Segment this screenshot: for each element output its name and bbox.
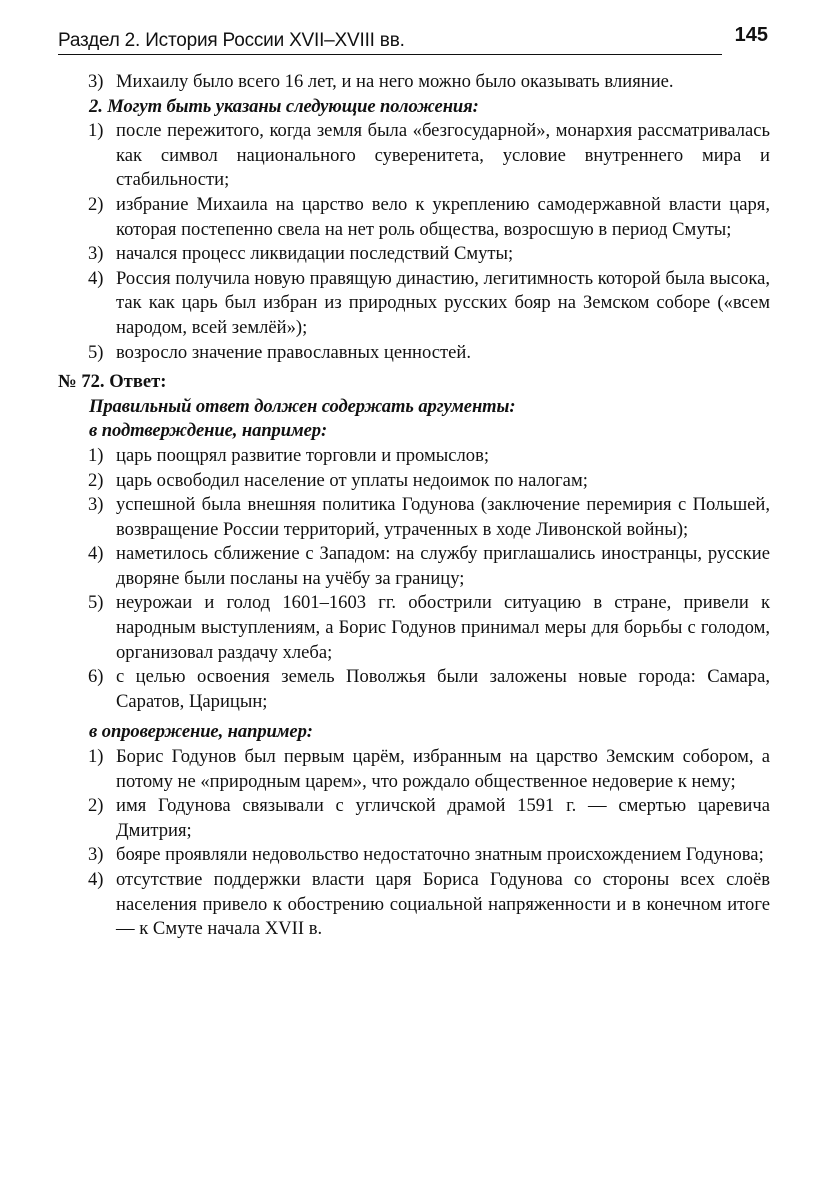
list-item: [58, 341, 770, 366]
item-number: 4): [88, 543, 104, 565]
page-number: 145: [734, 24, 768, 46]
list-item: [58, 70, 770, 95]
answer-title: № 72. Ответ:: [58, 371, 167, 393]
list-item: [58, 868, 770, 942]
header-rule: [58, 54, 722, 55]
item-text: имя Годунова связывали с угличской драмой 1591 г. — смертью царевича Дмитрия;: [116, 795, 770, 841]
list-item: [58, 665, 770, 714]
item-text: отсутствие поддержки власти царя Бориса Годунова со стороны всех слоёв населения привело к обострению социальной напряженности и в конечном итоге — к Смуте начала XVII в.: [116, 869, 770, 940]
item-text: с целью освоения земель Поволжья были заложены новые города: Самара, Саратов, Царицын;: [116, 666, 770, 712]
refute-heading: в опровержение, например:: [89, 721, 313, 743]
list-item: [58, 242, 770, 267]
item-text: царь освободил население от уплаты недоимок по налогам;: [116, 469, 588, 491]
item-text: бояре проявляли недовольство недостаточно знатным происхождением Годунова;: [116, 844, 764, 866]
running-header: [58, 20, 770, 56]
section-title: Раздел 2. История России XVII–XVIII вв.: [58, 30, 405, 51]
list-item: [58, 493, 770, 542]
list-item: [58, 119, 770, 193]
item-number: 2): [88, 795, 104, 817]
page-content: [58, 70, 770, 942]
list-item: [58, 745, 770, 794]
list-item: [58, 794, 770, 843]
item-text: Борис Годунов был первым царём, избранным на царство Земским собором, а потому не «природным царем», что рождало общественное недоверие к нему;: [116, 746, 770, 792]
answer-intro: Правильный ответ должен содержать аргументы:: [89, 395, 516, 417]
list-item: [58, 444, 770, 469]
item-number: 2): [88, 469, 104, 491]
item-number: 2): [88, 193, 104, 215]
item-number: 3): [88, 494, 104, 516]
item-number: 1): [88, 120, 104, 142]
item-number: 1): [88, 444, 104, 466]
item-number: 5): [88, 341, 104, 363]
list-item: [58, 469, 770, 494]
item-number: 3): [88, 844, 104, 866]
item-number: 3): [88, 71, 104, 92]
section-heading: 2. Могут быть указаны следующие положения:: [89, 95, 479, 117]
item-number: 4): [88, 869, 104, 890]
item-number: 4): [88, 267, 104, 289]
item-number: 6): [88, 666, 104, 688]
item-text: успешной была внешняя политика Годунова (заключение перемирия с Польшей, возвращение России территорий, утраченных в ходе Ливонской войны);: [116, 494, 770, 540]
item-text: наметилось сближение с Западом: на службу приглашались иностранцы, русские дворяне были посланы на учёбу за границу;: [116, 543, 770, 589]
confirm-heading: в подтверждение, например:: [89, 420, 328, 442]
item-text: возросло значение православных ценностей.: [116, 341, 471, 363]
item-number: 5): [88, 592, 104, 614]
item-text: после пережитого, когда земля была «безгосударной», монархия рассматривалась как символ национального суверенитета, условие внутреннего мира и стабильности;: [116, 120, 770, 191]
item-text: начался процесс ликвидации последствий Смуты;: [116, 243, 514, 265]
item-text: Россия получила новую правящую династию, легитимность которой была высока, так как царь был избран из природных русских бояр на Земском соборе («всем народом, всей землёй»);: [116, 267, 770, 338]
item-text: неурожаи и голод 1601–1603 гг. обострили ситуацию в стране, привели к народным выступлениям, а Борис Годунов принимал меры для борьбы с голодом, организовал раздачу хлеба;: [116, 592, 770, 663]
list-item: [58, 193, 770, 242]
item-text: царь поощрял развитие торговли и промыслов;: [116, 444, 490, 466]
list-item: [58, 267, 770, 341]
list-item: [58, 843, 770, 868]
item-number: 3): [88, 243, 104, 265]
item-text: Михаилу было всего 16 лет, и на него можно было оказывать влияние.: [116, 71, 674, 92]
item-number: 1): [88, 746, 104, 768]
list-item: [58, 542, 770, 591]
item-text: избрание Михаила на царство вело к укреплению самодержавной власти царя, которая постепенно свела на нет роль общества, возросшую в период Смуты;: [116, 193, 770, 240]
list-item: [58, 591, 770, 665]
